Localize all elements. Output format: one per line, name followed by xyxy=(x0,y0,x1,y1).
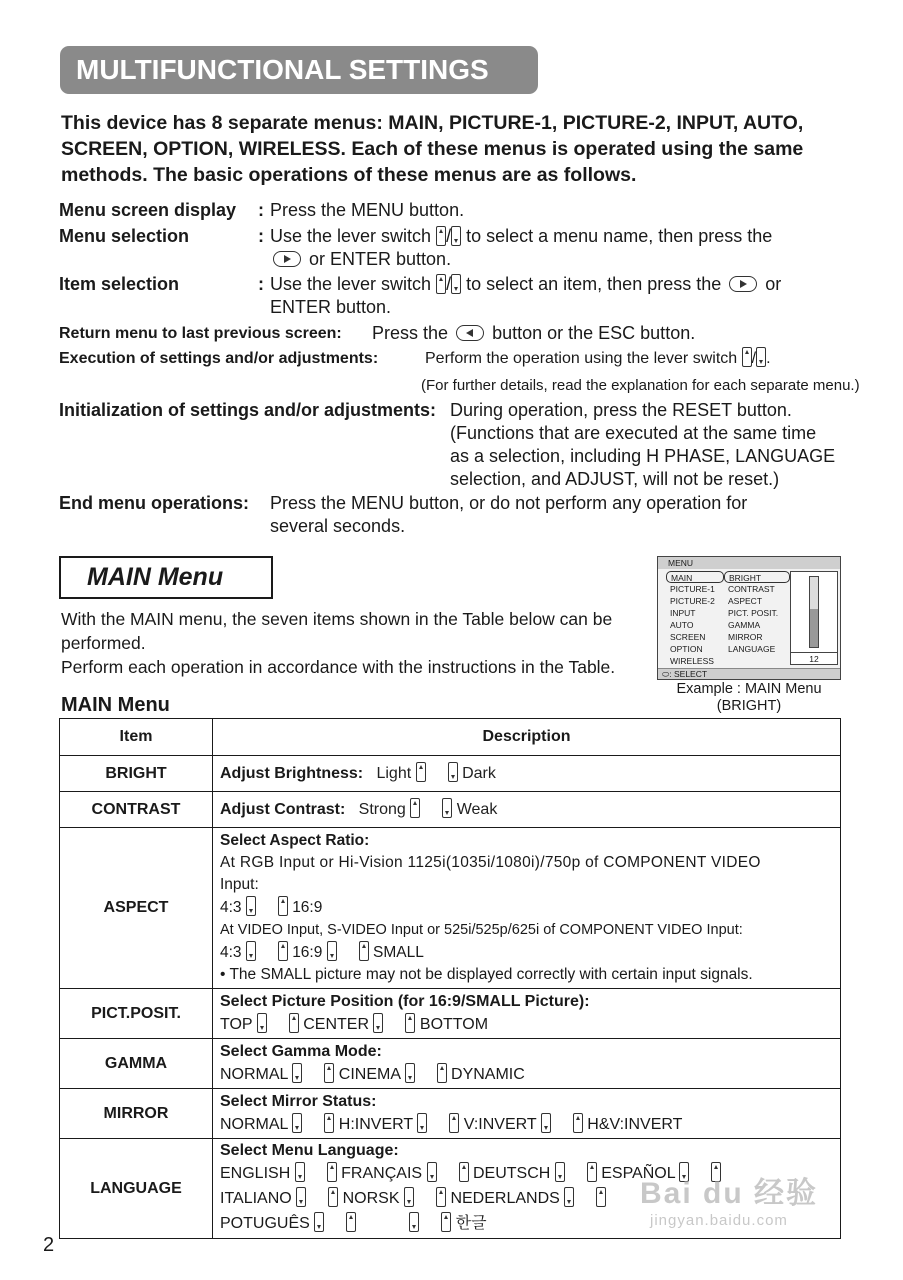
option-row xyxy=(220,1013,833,1036)
lever-up-icon xyxy=(410,798,420,818)
section-banner: MULTIFUNCTIONAL SETTINGS xyxy=(60,46,538,94)
lever-up-icon xyxy=(324,1063,334,1083)
op-label: Execution of settings and/or adjustments: xyxy=(59,350,379,367)
row-item: ASPECT xyxy=(60,828,213,989)
desc-title: Select Menu Language: xyxy=(220,1142,399,1159)
osd-menu-item: OPTION xyxy=(670,644,703,654)
lever-down-icon xyxy=(257,1013,267,1033)
desc-title: Select Aspect Ratio: xyxy=(220,832,370,849)
op-text: Press the MENU button, or do not perform any operation for xyxy=(270,493,748,513)
lever-down-icon xyxy=(541,1113,551,1133)
op-text: as a selection, including H PHASE, LANGUAGE xyxy=(450,446,836,466)
lever-up-icon xyxy=(289,1013,299,1033)
lever-down-icon xyxy=(246,941,256,961)
option: DYNAMIC xyxy=(451,1066,525,1083)
header-description: Description xyxy=(213,719,841,756)
op-text: to select a menu name, then press the xyxy=(466,226,773,246)
table-row xyxy=(60,989,841,1039)
option: Dark xyxy=(462,765,496,782)
lever-down-icon xyxy=(756,347,766,367)
watermark-brand: Bai du 经验 xyxy=(640,1177,819,1210)
row-item: GAMMA xyxy=(60,1039,213,1089)
lever-up-icon xyxy=(405,1013,415,1033)
table-row xyxy=(60,1039,841,1089)
op-note: (For further details, read the explanation for each separate menu.) xyxy=(421,377,860,394)
row-item: BRIGHT xyxy=(60,756,213,792)
lever-up-icon xyxy=(437,1063,447,1083)
option: NORSK xyxy=(342,1190,400,1207)
osd-level-value: 12 xyxy=(791,652,837,664)
lever-down-icon xyxy=(405,1063,415,1083)
lever-down-icon xyxy=(295,1162,305,1182)
lever-up-icon xyxy=(587,1162,597,1182)
osd-footer xyxy=(658,668,840,679)
header-item: Item xyxy=(60,719,213,756)
option: H:INVERT xyxy=(338,1116,413,1133)
option: ENGLISH xyxy=(220,1165,291,1182)
option-row xyxy=(220,1113,833,1136)
option: 4:3 xyxy=(220,944,242,961)
option: 16:9 xyxy=(292,899,323,916)
option-row xyxy=(220,1063,833,1086)
desc-title: Select Picture Position (for 16:9/SMALL Picture): xyxy=(220,993,590,1010)
op-text: to select an item, then press the xyxy=(466,274,722,294)
lever-down-icon xyxy=(555,1162,565,1182)
table-row xyxy=(60,756,841,792)
osd-item: PICT. POSIT. xyxy=(728,608,779,618)
lever-up-icon xyxy=(328,1187,338,1207)
main-menu-heading: MAIN Menu xyxy=(59,556,273,599)
lever-up-icon xyxy=(359,941,369,961)
osd-caption xyxy=(657,681,841,715)
lever-up-icon xyxy=(436,1187,446,1207)
right-button-icon xyxy=(273,251,301,267)
op-text: ENTER button. xyxy=(270,297,392,317)
option: TOP xyxy=(220,1016,253,1033)
osd-item: BRIGHT xyxy=(724,571,790,583)
op-label: Menu selection xyxy=(59,226,190,246)
op-label: Menu screen display xyxy=(59,200,237,220)
option: Light xyxy=(376,765,412,782)
osd-menu-item: INPUT xyxy=(670,608,696,618)
lever-up-icon xyxy=(573,1113,583,1133)
lever-up-icon xyxy=(327,1162,337,1182)
op-text: Use the lever switch xyxy=(270,274,432,294)
lever-down-icon xyxy=(451,226,461,246)
option: H&V:INVERT xyxy=(587,1116,683,1133)
row-description xyxy=(213,828,841,989)
op-label: End menu operations: xyxy=(59,493,250,513)
osd-footer-text: : SELECT xyxy=(669,669,708,679)
intro-line: With the MAIN menu, the seven items shown in the Table below can be xyxy=(61,609,613,629)
lever-up-icon xyxy=(324,1113,334,1133)
osd-item: ASPECT xyxy=(728,596,763,606)
osd-level-fill xyxy=(810,609,818,648)
desc-text: At VIDEO Input, S-VIDEO Input or 525i/525p/625i of COMPONENT VIDEO Input: xyxy=(220,922,743,938)
op-text: (Functions that are executed at the same time xyxy=(450,423,817,443)
option: SMALL xyxy=(372,944,424,961)
caption-line: Example : MAIN Menu xyxy=(676,681,822,697)
option: 16:9 xyxy=(292,944,323,961)
lever-up-icon xyxy=(596,1187,606,1207)
lever-down-icon xyxy=(564,1187,574,1207)
table-header-row xyxy=(60,719,841,756)
option: POTUGUÊS xyxy=(220,1215,310,1232)
lever-up-icon xyxy=(278,941,288,961)
option: Strong xyxy=(358,801,406,818)
lever-down-icon xyxy=(373,1013,383,1033)
osd-menu-item: PICTURE-2 xyxy=(670,596,715,606)
op-label: Return menu to last previous screen: xyxy=(59,325,342,342)
row-item: MIRROR xyxy=(60,1089,213,1139)
osd-level-track xyxy=(809,576,819,648)
table-row xyxy=(60,1089,841,1139)
osd-menu-item: PICTURE-1 xyxy=(670,584,715,594)
lever-up-icon xyxy=(346,1212,356,1232)
caption-line: (BRIGHT) xyxy=(716,698,782,714)
lever-down-icon xyxy=(246,896,256,916)
row-item: PICT.POSIT. xyxy=(60,989,213,1039)
op-label: Initialization of settings and/or adjustments: xyxy=(59,400,437,420)
option: 한글 xyxy=(455,1215,487,1232)
row-item: LANGUAGE xyxy=(60,1139,213,1239)
lever-down-icon xyxy=(427,1162,437,1182)
osd-menu-list xyxy=(666,571,724,667)
table-row xyxy=(60,792,841,828)
lever-down-icon xyxy=(327,941,337,961)
row-item: CONTRAST xyxy=(60,792,213,828)
desc-text: At RGB Input or Hi-Vision 1125i(1035i/1080i)/750p of COMPONENT VIDEO xyxy=(220,854,761,871)
osd-menu-item: AUTO xyxy=(670,620,694,630)
op-text: Press the xyxy=(372,323,449,343)
lever-down-icon xyxy=(451,274,461,294)
table-row xyxy=(60,828,841,989)
row-description xyxy=(213,792,841,828)
lever-up-icon xyxy=(436,274,446,294)
lever-down-icon xyxy=(296,1187,306,1207)
main-menu-intro xyxy=(61,607,631,679)
op-text: selection, and ADJUST, will not be reset.) xyxy=(450,469,780,489)
desc-title: Select Mirror Status: xyxy=(220,1093,377,1110)
osd-item: GAMMA xyxy=(728,620,761,630)
row-description xyxy=(213,1039,841,1089)
right-button-icon xyxy=(729,276,757,292)
table-title: MAIN Menu xyxy=(61,694,170,716)
select-icon: ⬭ xyxy=(662,669,670,679)
option: V:INVERT xyxy=(463,1116,537,1133)
osd-item-list xyxy=(724,571,790,655)
option-row xyxy=(220,896,833,919)
intro-line: performed. xyxy=(61,633,146,653)
watermark-url: jingyan.baidu.com xyxy=(650,1212,788,1229)
op-text: or xyxy=(765,274,782,294)
op-text: or ENTER button. xyxy=(309,249,452,269)
option-row xyxy=(220,941,833,964)
osd-title: MENU xyxy=(658,557,840,569)
lever-down-icon xyxy=(314,1212,324,1232)
intro-line: Perform each operation in accordance with the instructions in the Table. xyxy=(61,657,616,677)
lever-up-icon xyxy=(436,226,446,246)
intro-paragraph: This device has 8 separate menus: MAIN, PICTURE-1, PICTURE-2, INPUT, AUTO, SCREEN, OPTION, WIRELESS. Each of these menus is operated using the same methods. The basic operations of these menus are as follows. xyxy=(61,112,804,186)
op-text: During operation, press the RESET button. xyxy=(450,400,792,420)
option: NORMAL xyxy=(220,1116,288,1133)
lever-down-icon xyxy=(292,1113,302,1133)
desc-text: Input: xyxy=(220,876,259,893)
option: 4:3 xyxy=(220,899,242,916)
row-description xyxy=(213,1089,841,1139)
op-text: several seconds. xyxy=(270,516,406,536)
option: BOTTOM xyxy=(419,1016,489,1033)
osd-item: LANGUAGE xyxy=(728,644,776,654)
option: ITALIANO xyxy=(220,1190,292,1207)
lever-down-icon xyxy=(448,762,458,782)
option: CINEMA xyxy=(338,1066,401,1083)
row-description xyxy=(213,989,841,1039)
op-text: button or the ESC button. xyxy=(492,323,696,343)
osd-menu-item: MAIN xyxy=(666,571,724,583)
lever-up-icon xyxy=(416,762,426,782)
lever-up-icon xyxy=(441,1212,451,1232)
lever-down-icon xyxy=(409,1212,419,1232)
desc-note: • The SMALL picture may not be displayed correctly with certain input signals. xyxy=(220,966,753,983)
osd-item: MIRROR xyxy=(728,632,763,642)
lever-down-icon xyxy=(292,1063,302,1083)
lever-down-icon xyxy=(417,1113,427,1133)
lever-down-icon xyxy=(442,798,452,818)
main-menu-table xyxy=(59,718,841,1239)
watermark xyxy=(640,1168,850,1238)
option: FRANÇAIS xyxy=(341,1165,423,1182)
option: NEDERLANDS xyxy=(450,1190,560,1207)
op-text: Press the MENU button. xyxy=(270,200,465,220)
lever-up-icon xyxy=(742,347,752,367)
option: CENTER xyxy=(303,1016,369,1033)
op-text: Use the lever switch xyxy=(270,226,432,246)
lever-up-icon xyxy=(449,1113,459,1133)
desc-title: Adjust Brightness: xyxy=(220,765,364,782)
osd-item: CONTRAST xyxy=(728,584,775,594)
left-button-icon xyxy=(456,325,484,341)
row-description xyxy=(213,756,841,792)
osd-menu-item: WIRELESS xyxy=(670,656,714,666)
osd-level-bar xyxy=(790,571,838,665)
option: Weak xyxy=(456,801,498,818)
option: NORMAL xyxy=(220,1066,288,1083)
osd-menu-item: SCREEN xyxy=(670,632,706,642)
desc-title: Adjust Contrast: xyxy=(220,801,346,818)
op-label: Item selection xyxy=(59,274,180,294)
lever-up-icon xyxy=(459,1162,469,1182)
desc-title: Select Gamma Mode: xyxy=(220,1043,382,1060)
option: ESPAÑOL xyxy=(601,1165,676,1182)
osd-example xyxy=(657,556,841,680)
lever-up-icon xyxy=(278,896,288,916)
option: DEUTSCH xyxy=(472,1165,551,1182)
lever-down-icon xyxy=(404,1187,414,1207)
op-text: Perform the operation using the lever switch xyxy=(425,350,738,367)
page-number: 2 xyxy=(43,1234,55,1256)
